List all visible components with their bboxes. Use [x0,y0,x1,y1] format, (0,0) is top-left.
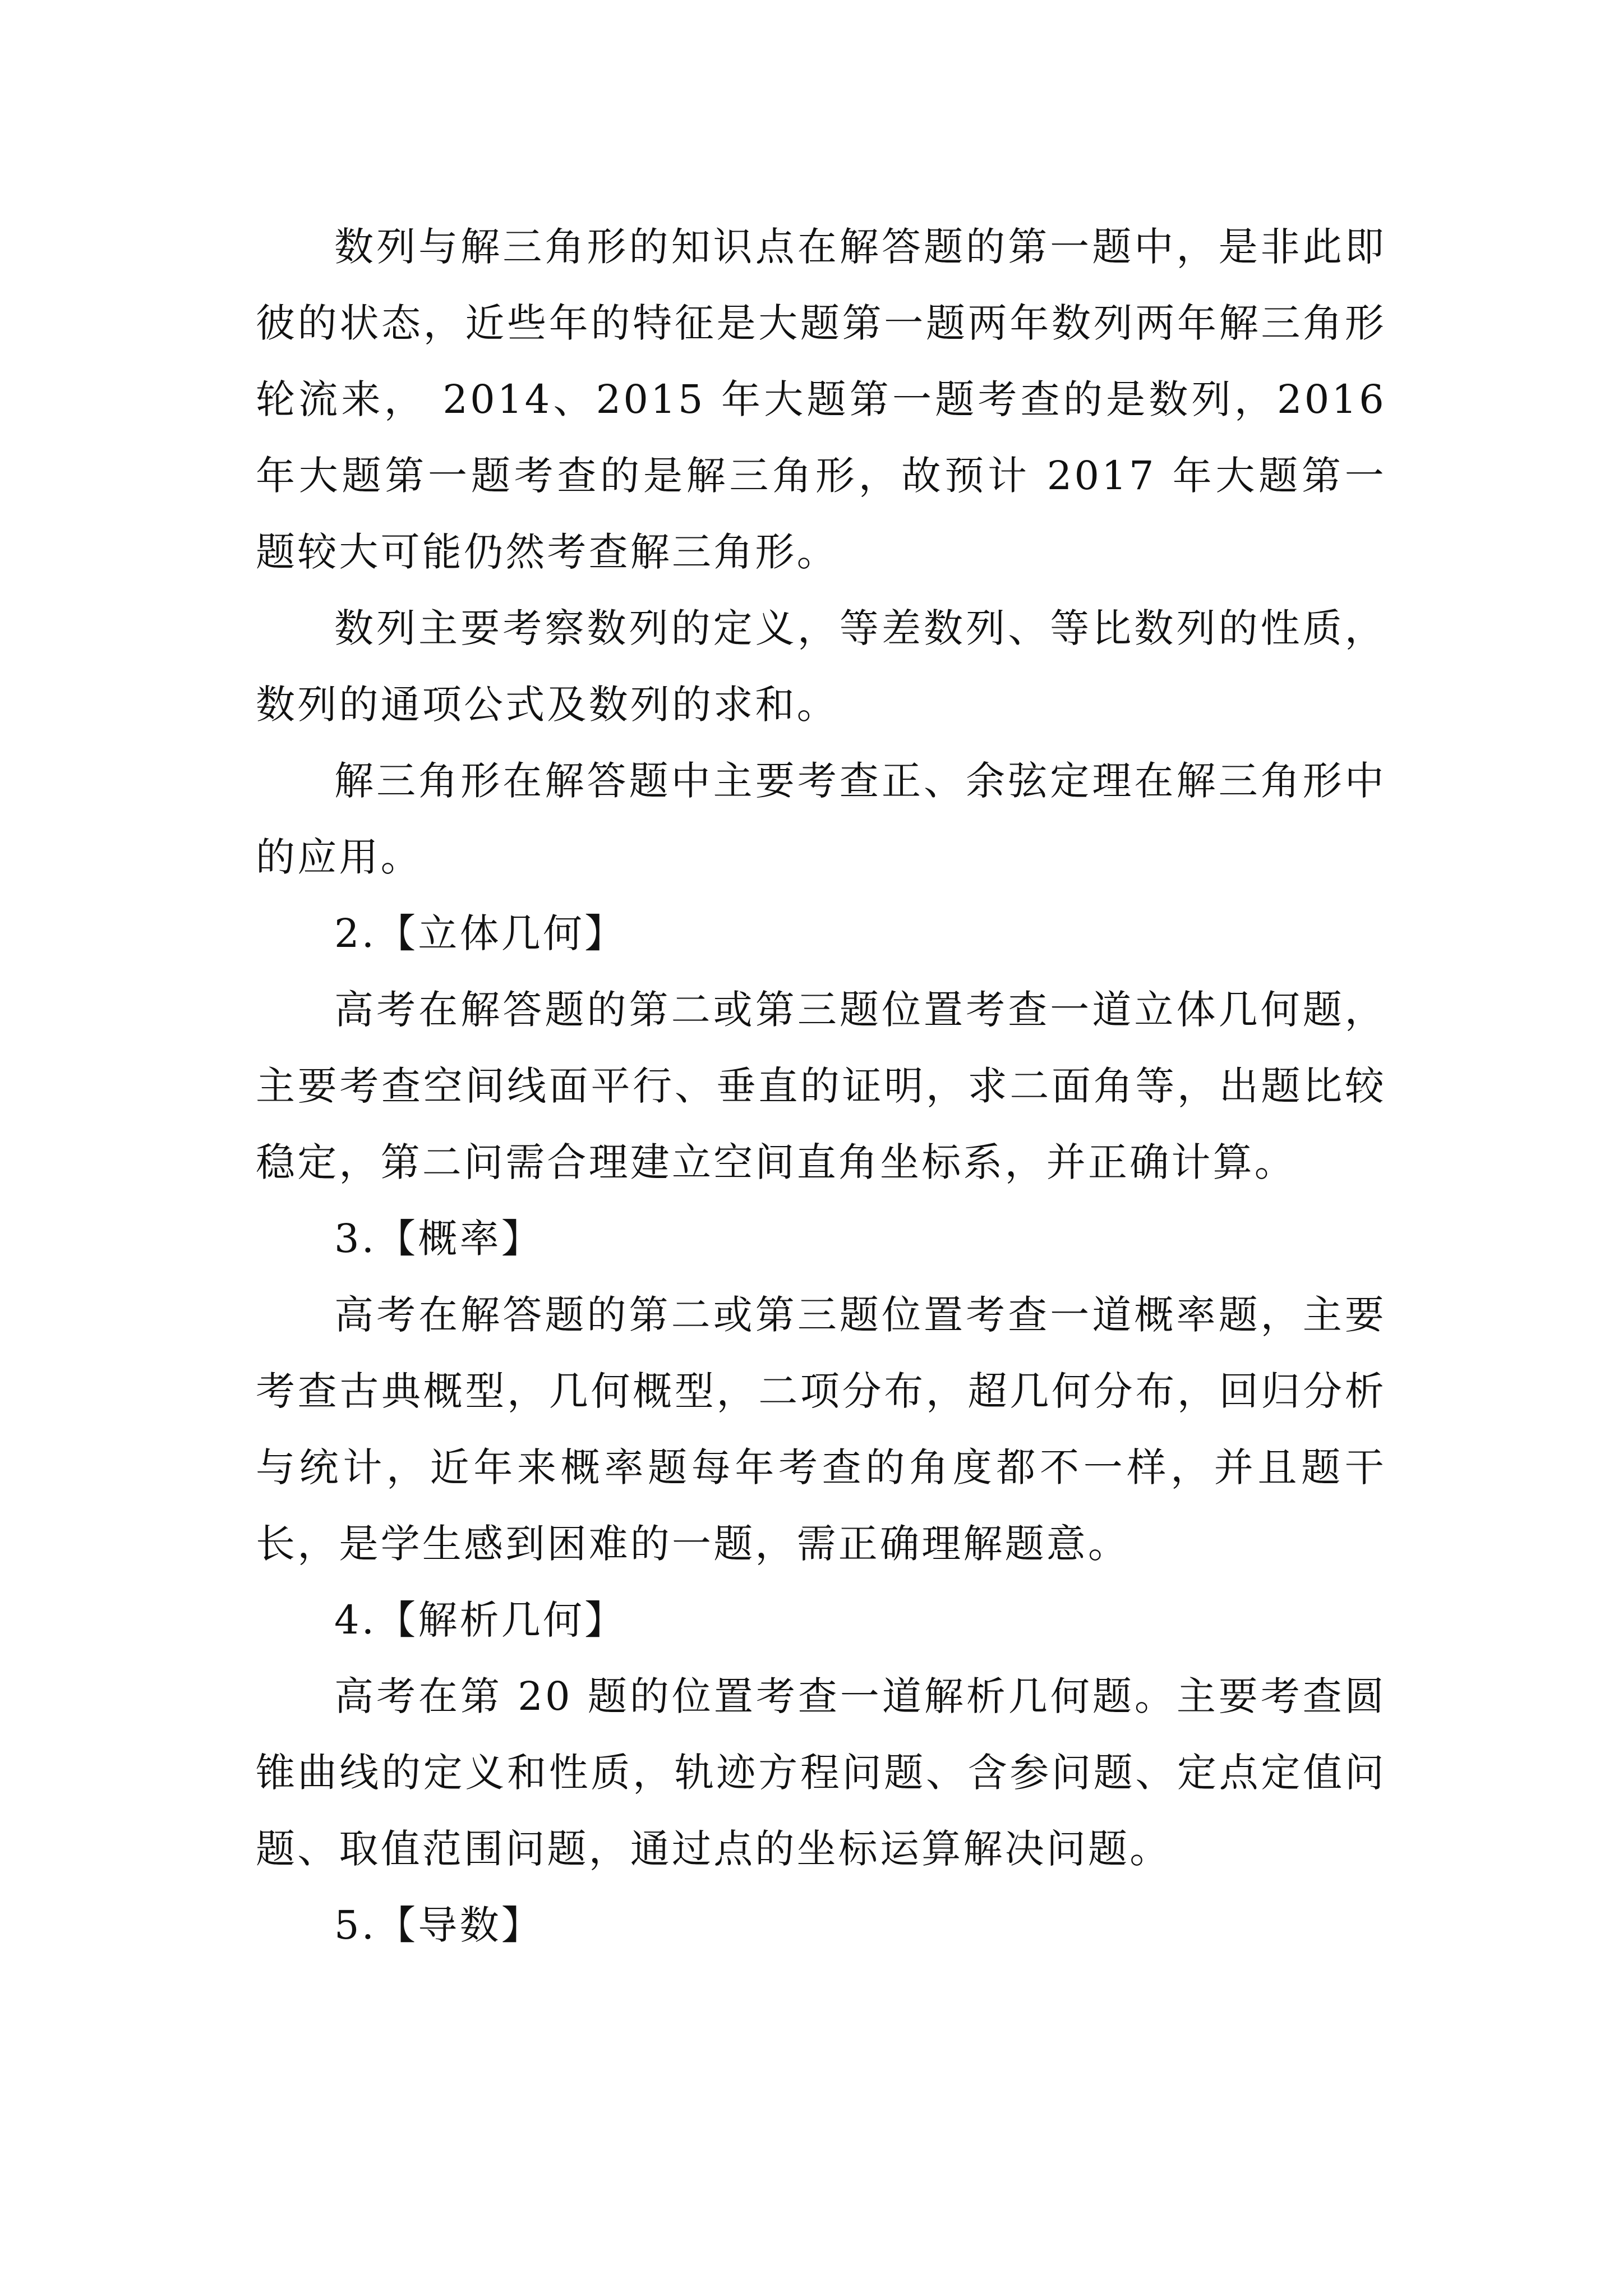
paragraph-probability: 高考在解答题的第二或第三题位置考查一道概率题，主要考查古典概型，几何概型，二项分布，超几何分布，回归分析与统计，近年来概率题每年考查的角度都不一样，并且题干长，是学生感到困难的一题，需正确理解题意。 [256,1292,1386,1567]
section-heading-derivatives: 5.【导数】 [334,1902,543,1948]
paragraph-triangle-topics: 解三角形在解答题中主要考查正、余弦定理在解三角形中的应用。 [256,758,1386,880]
section-heading-analytic-geometry: 4.【解析几何】 [334,1597,626,1643]
paragraph-sequence-topics: 数列主要考察数列的定义，等差数列、等比数列的性质，数列的通项公式及数列的求和。 [256,605,1386,728]
document-body [256,209,1386,1963]
section-heading-probability: 3.【概率】 [334,1216,543,1262]
section-heading-solid-geometry: 2.【立体几何】 [334,910,626,956]
paragraph-solid-geometry: 高考在解答题的第二或第三题位置考查一道立体几何题，主要考查空间线面平行、垂直的证明，求二面角等，出题比较稳定，第二问需合理建立空间直角坐标系，并正确计算。 [256,987,1386,1185]
paragraph-sequence-triangle-intro: 数列与解三角形的知识点在解答题的第一题中，是非此即彼的状态，近些年的特征是大题第一题两年数列两年解三角形轮流来， 2014、2015 年大题第一题考查的是数列，2016年大题第一题考查的是解三角形，故预计 2017 年大题第一题较大可能仍然考查解三角形。 [256,224,1386,575]
paragraph-analytic-geometry: 高考在第 20 题的位置考查一道解析几何题。主要考查圆锥曲线的定义和性质，轨迹方程问题、含参问题、定点定值问题、取值范围问题，通过点的坐标运算解决问题。 [256,1673,1386,1872]
